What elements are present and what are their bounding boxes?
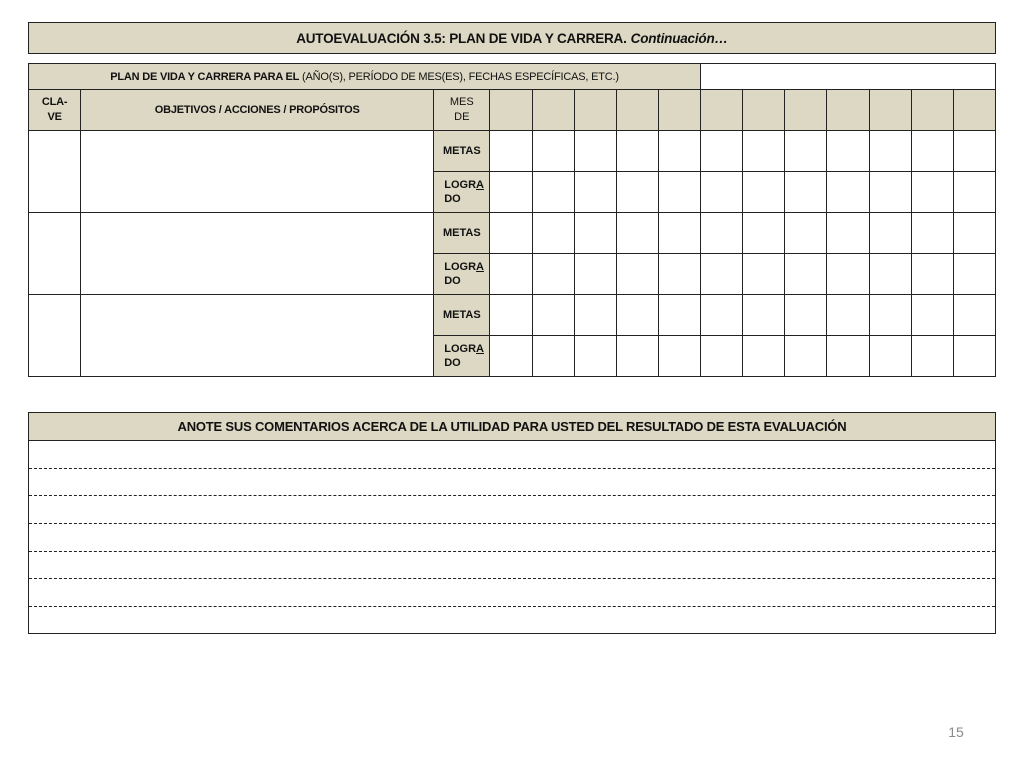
logrado-part-a: LOGR xyxy=(444,179,477,191)
grid-cell[interactable] xyxy=(743,295,785,336)
grid-cell[interactable] xyxy=(616,213,658,254)
plan-period-label xyxy=(29,64,701,90)
logrado-part-c: DO xyxy=(444,193,461,205)
grid-cell[interactable] xyxy=(658,295,700,336)
grid-cell[interactable] xyxy=(743,213,785,254)
grid-cell[interactable] xyxy=(743,254,785,295)
grid-cell[interactable] xyxy=(953,295,995,336)
grid-cell[interactable] xyxy=(785,336,827,377)
month-header-cell[interactable] xyxy=(658,90,700,131)
comment-line[interactable] xyxy=(29,579,995,607)
col-header-mes xyxy=(434,90,490,131)
grid-cell[interactable] xyxy=(574,213,616,254)
grid-cell[interactable] xyxy=(827,213,869,254)
grid-cell[interactable] xyxy=(701,131,743,172)
month-header-cell[interactable] xyxy=(827,90,869,131)
clave-cell[interactable] xyxy=(29,213,81,295)
grid-cell[interactable] xyxy=(658,213,700,254)
month-header-cell[interactable] xyxy=(869,90,911,131)
goal-row-metas xyxy=(29,131,996,172)
grid-cell[interactable] xyxy=(490,295,532,336)
metas-label: METAS xyxy=(434,131,490,172)
grid-cell[interactable] xyxy=(953,172,995,213)
metas-label: METAS xyxy=(434,295,490,336)
logrado-part-b: A xyxy=(476,261,484,273)
grid-cell[interactable] xyxy=(574,295,616,336)
grid-cell[interactable] xyxy=(490,213,532,254)
clave-cell[interactable] xyxy=(29,295,81,377)
grid-cell[interactable] xyxy=(658,254,700,295)
grid-cell[interactable] xyxy=(743,172,785,213)
objetivo-cell[interactable] xyxy=(81,131,434,213)
comment-line[interactable] xyxy=(29,607,995,635)
grid-cell[interactable] xyxy=(911,295,953,336)
month-header-cell[interactable] xyxy=(785,90,827,131)
grid-cell[interactable] xyxy=(827,172,869,213)
grid-cell[interactable] xyxy=(701,336,743,377)
grid-cell[interactable] xyxy=(658,172,700,213)
grid-cell[interactable] xyxy=(827,336,869,377)
comment-line[interactable] xyxy=(29,552,995,580)
comment-line[interactable] xyxy=(29,469,995,497)
grid-cell[interactable] xyxy=(658,336,700,377)
plan-period-label-bold: PLAN DE VIDA Y CARRERA PARA EL xyxy=(110,70,300,83)
plan-period-input[interactable] xyxy=(701,64,996,90)
grid-cell[interactable] xyxy=(616,336,658,377)
grid-cell[interactable] xyxy=(532,131,574,172)
col-header-clave xyxy=(29,90,81,131)
grid-cell[interactable] xyxy=(785,295,827,336)
month-header-cell[interactable] xyxy=(953,90,995,131)
plan-table xyxy=(28,63,996,377)
grid-cell[interactable] xyxy=(911,172,953,213)
grid-cell[interactable] xyxy=(616,295,658,336)
logrado-label xyxy=(434,254,490,295)
logrado-part-c: DO xyxy=(444,275,461,287)
grid-cell[interactable] xyxy=(827,131,869,172)
grid-cell[interactable] xyxy=(953,131,995,172)
comments-heading: ANOTE SUS COMENTARIOS ACERCA DE LA UTILIDAD PARA USTED DEL RESULTADO DE ESTA EVALUACIÓN xyxy=(29,413,995,441)
col-header-objetivos: OBJETIVOS / ACCIONES / PROPÓSITOS xyxy=(81,90,434,131)
grid-cell[interactable] xyxy=(953,336,995,377)
logrado-part-b: A xyxy=(476,179,484,191)
month-header-cell[interactable] xyxy=(911,90,953,131)
plan-period-label-rest: (AÑO(S), PERÍODO DE MES(ES), FECHAS ESPECÍFICAS, ETC.) xyxy=(299,70,619,83)
grid-cell[interactable] xyxy=(911,254,953,295)
month-header-cell[interactable] xyxy=(616,90,658,131)
grid-cell[interactable] xyxy=(869,254,911,295)
grid-cell[interactable] xyxy=(827,295,869,336)
month-header-cell[interactable] xyxy=(743,90,785,131)
form-title-main: AUTOEVALUACIÓN 3.5: PLAN DE VIDA Y CARRERA. xyxy=(296,30,627,46)
logrado-part-b: A xyxy=(476,343,484,355)
objetivo-cell[interactable] xyxy=(81,213,434,295)
comment-line[interactable] xyxy=(29,496,995,524)
grid-cell[interactable] xyxy=(532,336,574,377)
grid-cell[interactable] xyxy=(574,172,616,213)
page-number: 15 xyxy=(948,724,964,740)
goal-row-metas xyxy=(29,213,996,254)
grid-cell[interactable] xyxy=(574,254,616,295)
grid-cell[interactable] xyxy=(743,131,785,172)
comment-line[interactable] xyxy=(29,441,995,469)
grid-cell[interactable] xyxy=(911,213,953,254)
grid-cell[interactable] xyxy=(911,336,953,377)
grid-cell[interactable] xyxy=(701,172,743,213)
grid-cell[interactable] xyxy=(532,172,574,213)
logrado-part-c: DO xyxy=(444,357,461,369)
grid-cell[interactable] xyxy=(869,172,911,213)
form-title xyxy=(28,22,996,54)
grid-cell[interactable] xyxy=(953,254,995,295)
grid-cell[interactable] xyxy=(701,254,743,295)
grid-cell[interactable] xyxy=(701,213,743,254)
month-header-cell[interactable] xyxy=(701,90,743,131)
grid-cell[interactable] xyxy=(785,131,827,172)
grid-cell[interactable] xyxy=(785,172,827,213)
month-header-cell[interactable] xyxy=(490,90,532,131)
grid-cell[interactable] xyxy=(658,131,700,172)
grid-cell[interactable] xyxy=(532,254,574,295)
grid-cell[interactable] xyxy=(701,295,743,336)
grid-cell[interactable] xyxy=(953,213,995,254)
grid-cell[interactable] xyxy=(616,131,658,172)
col-header-clave-line2: VE xyxy=(47,111,62,123)
logrado-label xyxy=(434,172,490,213)
grid-cell[interactable] xyxy=(785,254,827,295)
form-title-continuation: Continuación… xyxy=(630,30,728,46)
logrado-part-a: LOGR xyxy=(444,343,477,355)
objetivo-cell[interactable] xyxy=(81,295,434,377)
grid-cell[interactable] xyxy=(869,213,911,254)
goal-row-metas xyxy=(29,295,996,336)
grid-cell[interactable] xyxy=(532,295,574,336)
logrado-part-a: LOGR xyxy=(444,261,477,273)
grid-cell[interactable] xyxy=(490,254,532,295)
grid-cell[interactable] xyxy=(785,213,827,254)
grid-cell[interactable] xyxy=(490,336,532,377)
month-header-cell[interactable] xyxy=(574,90,616,131)
col-header-clave-line1: CLA- xyxy=(41,96,68,108)
grid-cell[interactable] xyxy=(574,131,616,172)
metas-label: METAS xyxy=(434,213,490,254)
grid-cell[interactable] xyxy=(490,172,532,213)
grid-cell[interactable] xyxy=(490,131,532,172)
clave-cell[interactable] xyxy=(29,131,81,213)
comment-line[interactable] xyxy=(29,524,995,552)
month-header-cell[interactable] xyxy=(532,90,574,131)
grid-cell[interactable] xyxy=(911,131,953,172)
grid-cell[interactable] xyxy=(532,213,574,254)
grid-cell[interactable] xyxy=(869,336,911,377)
grid-cell[interactable] xyxy=(869,295,911,336)
comments-section xyxy=(28,412,996,634)
grid-cell[interactable] xyxy=(616,172,658,213)
grid-cell[interactable] xyxy=(827,254,869,295)
col-header-mes-line2: DE xyxy=(454,111,470,123)
col-header-mes-line1: MES xyxy=(449,96,474,108)
grid-cell[interactable] xyxy=(616,254,658,295)
grid-cell[interactable] xyxy=(743,336,785,377)
logrado-label xyxy=(434,336,490,377)
grid-cell[interactable] xyxy=(869,131,911,172)
grid-cell[interactable] xyxy=(574,336,616,377)
